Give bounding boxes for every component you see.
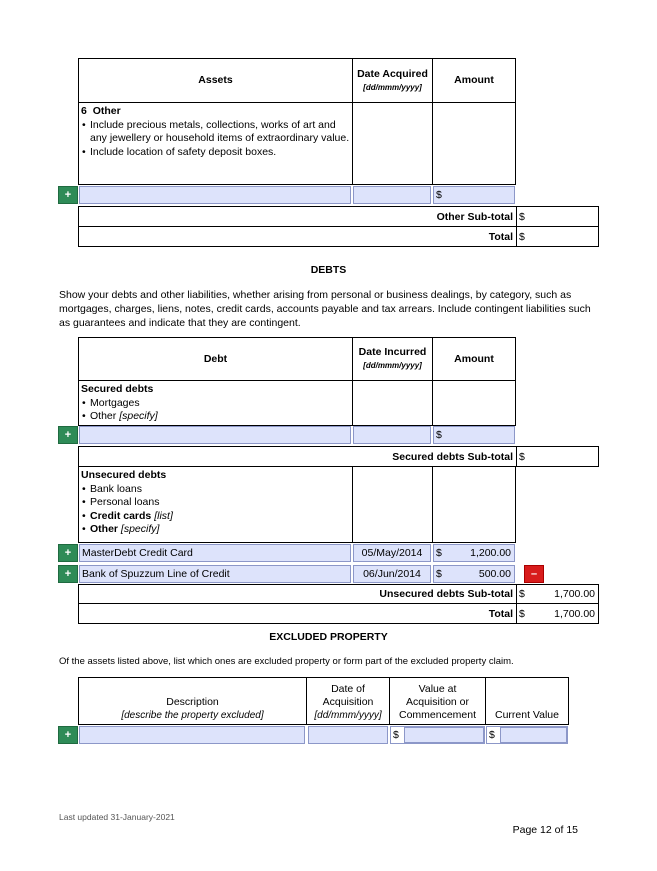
- date-acquisition-header: [306, 677, 390, 725]
- add-row-button[interactable]: +: [58, 186, 78, 204]
- secured-bullet-2-hint: [specify]: [119, 410, 158, 422]
- unsecured-bullet-3-hint: [list]: [154, 509, 173, 522]
- excluded-intro: Of the assets listed above, list which ones are excluded property or form part of the excluded property claim.: [59, 656, 514, 667]
- currency-symbol: $: [519, 210, 525, 223]
- debt-date: 06/Jun/2014: [363, 568, 421, 580]
- unsecured-date-input[interactable]: [353, 544, 431, 562]
- currency-symbol: $: [519, 607, 525, 620]
- page-number: Page 12 of 15: [512, 824, 578, 836]
- date-format-hint: [dd/mmm/yyyy]: [314, 710, 382, 721]
- currency-symbol: $: [436, 429, 442, 441]
- debts-total-text: Total: [488, 607, 513, 620]
- secured-debt-input[interactable]: [79, 426, 351, 444]
- excluded-value-input[interactable]: [404, 727, 484, 743]
- currency-symbol: $: [436, 547, 442, 559]
- unsecured-subtotal-text: Unsecured debts Sub-total: [379, 588, 513, 600]
- currency-symbol: $: [519, 588, 525, 600]
- date-acquired-label: Date Acquired: [357, 67, 428, 80]
- secured-debts-description: [78, 380, 353, 426]
- excluded-value-cell: [390, 726, 485, 744]
- add-unsecured-row-button[interactable]: +: [58, 565, 78, 583]
- add-secured-row-button[interactable]: +: [58, 426, 78, 444]
- other-amount-cell: [432, 102, 516, 185]
- debts-total-amount: 1,700.00: [554, 607, 595, 620]
- debt-name: Bank of Spuzzum Line of Credit: [82, 568, 230, 580]
- section-title: Other: [92, 105, 121, 117]
- currency-symbol: $: [489, 729, 495, 741]
- description-hint: [describe the property excluded]: [121, 710, 264, 721]
- excluded-date-input[interactable]: [308, 726, 388, 744]
- amount-label: Amount: [454, 74, 494, 86]
- current-value-header: [485, 677, 569, 725]
- unsecured-bullet-2: • Personal loans: [81, 496, 350, 510]
- debts-total-value: [516, 603, 599, 624]
- last-updated: Last updated 31-January-2021: [59, 812, 175, 822]
- description-header: [78, 677, 307, 725]
- debts-heading: DEBTS: [310, 264, 347, 276]
- excluded-current-input[interactable]: [500, 727, 567, 743]
- other-assets-description: [78, 102, 353, 185]
- excluded-current-cell: [486, 726, 568, 744]
- secured-date-cell: [352, 380, 433, 426]
- secured-subtotal-label: [78, 446, 517, 467]
- unsecured-debt-input[interactable]: [79, 544, 351, 562]
- debts-intro: Show your debts and other liabilities, whether arising from personal or business dealings, by category, such as mortgages, charges, liens, notes, credit cards, accounts payable and tax arrears. Include contingent liabilities such as guarantees and indicate that they are contingent.: [59, 289, 591, 329]
- debt-header: [78, 337, 353, 381]
- assets-total-text: Total: [488, 230, 513, 243]
- debts-total-label: [78, 603, 517, 624]
- secured-bullet-2-text: Other: [90, 410, 120, 422]
- debt-amount: 1,200.00: [470, 547, 511, 559]
- date-acquisition-label-1: Date of: [331, 683, 365, 695]
- asset-description-input[interactable]: [79, 186, 351, 204]
- assets-bullet-2: • Include location of safety deposit boxes.: [81, 146, 350, 160]
- unsecured-bullet-4-hint: [specify]: [120, 523, 160, 535]
- unsecured-subtotal-amount: 1,700.00: [554, 588, 595, 600]
- date-incurred-label: Date Incurred: [358, 346, 427, 358]
- value-label-1: Value at: [418, 683, 457, 695]
- date-format-hint: [dd/mmm/yyyy]: [363, 82, 422, 92]
- unsecured-debts-title: Unsecured debts: [81, 469, 167, 481]
- date-acquisition-label-2: Acquisition: [322, 696, 374, 708]
- assets-col-label: Assets: [198, 74, 233, 86]
- value-label-2: Acquisition or: [405, 696, 470, 708]
- section-number: 6: [81, 105, 87, 117]
- unsecured-debts-description: [78, 466, 353, 543]
- other-subtotal-text: Other Sub-total: [436, 210, 513, 223]
- debt-name: MasterDebt Credit Card: [82, 547, 193, 559]
- assets-total-value: [516, 226, 599, 247]
- unsecured-amount-cell: [432, 466, 516, 543]
- debt-amount-label: Amount: [454, 352, 494, 365]
- unsecured-bullet-4: [81, 523, 350, 537]
- other-subtotal-label: [78, 206, 517, 227]
- unsecured-subtotal-value: [516, 584, 599, 604]
- debt-date: 05/May/2014: [361, 547, 423, 559]
- secured-debts-title: Secured debts: [81, 383, 154, 395]
- asset-date-input[interactable]: [353, 186, 431, 204]
- date-acquired-header: [352, 58, 433, 103]
- value-acquisition-header: [389, 677, 486, 725]
- unsecured-bullet-1: • Bank loans: [81, 483, 350, 497]
- description-label: Description: [166, 696, 219, 708]
- amount-header: [432, 58, 516, 103]
- unsecured-bullet-4-text: Other: [90, 523, 121, 535]
- secured-subtotal-value: [516, 446, 599, 467]
- secured-date-input[interactable]: [353, 426, 431, 444]
- date-format-hint: [dd/mmm/yyyy]: [363, 361, 422, 370]
- currency-symbol: $: [436, 568, 442, 580]
- date-incurred-header: [352, 337, 433, 381]
- debt-amount: 500.00: [478, 568, 511, 580]
- secured-bullet-2: [81, 410, 350, 424]
- unsecured-date-cell: [352, 466, 433, 543]
- unsecured-amount-input[interactable]: [433, 544, 515, 562]
- other-subtotal-value: [516, 206, 599, 227]
- debt-amount-header: [432, 337, 516, 381]
- debt-col-label: Debt: [203, 352, 228, 365]
- excluded-description-input[interactable]: [79, 726, 305, 744]
- secured-amount-cell: [432, 380, 516, 426]
- add-excluded-row-button[interactable]: +: [58, 726, 78, 744]
- unsecured-amount-input[interactable]: [433, 565, 515, 583]
- current-value-label: Current Value: [494, 709, 559, 721]
- unsecured-debt-input[interactable]: [79, 565, 351, 583]
- unsecured-bullet-3-text: Credit cards: [90, 509, 155, 522]
- currency-symbol: $: [519, 230, 525, 243]
- assets-header: [78, 58, 353, 103]
- secured-amount-input[interactable]: [433, 426, 515, 444]
- secured-bullet-1: • Mortgages: [81, 397, 350, 411]
- assets-total-label: [78, 226, 517, 247]
- secured-subtotal-text: Secured debts Sub-total: [392, 450, 513, 463]
- unsecured-date-input[interactable]: [353, 565, 431, 583]
- excluded-heading: EXCLUDED PROPERTY: [269, 631, 388, 643]
- currency-symbol: $: [393, 729, 399, 741]
- unsecured-bullet-3: [81, 510, 350, 524]
- remove-row-button[interactable]: –: [524, 565, 544, 583]
- other-date-cell: [352, 102, 433, 185]
- currency-symbol: $: [519, 450, 525, 463]
- assets-bullet-1: • Include precious metals, collections, works of art and any jewellery or household items of extraordinary value.: [81, 119, 350, 146]
- asset-amount-input[interactable]: [433, 186, 515, 204]
- currency-symbol: $: [436, 189, 442, 201]
- value-label-3: Commencement: [398, 709, 477, 721]
- unsecured-subtotal-label: [78, 584, 517, 604]
- add-unsecured-row-button[interactable]: +: [58, 544, 78, 562]
